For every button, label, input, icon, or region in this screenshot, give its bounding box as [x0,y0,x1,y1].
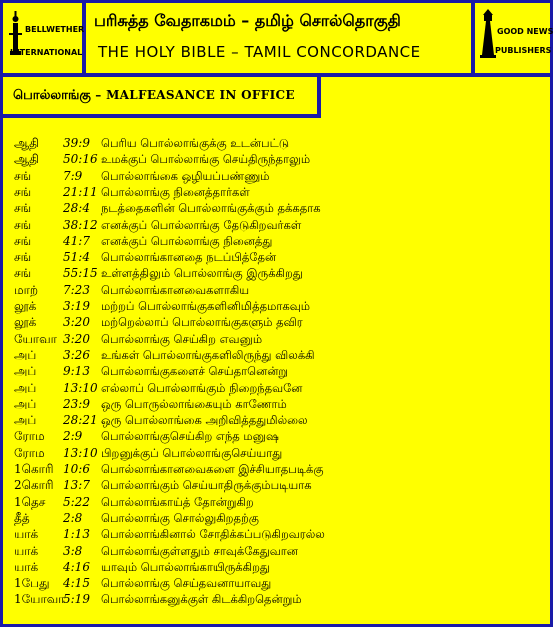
verse-text: பொல்லாங்கானவைகளாகிய [101,282,250,297]
verse-reference: 7:23 [63,282,90,297]
left-logo-box [3,3,86,77]
left-logo-line2: INTERNATIONAL [10,48,83,57]
verse-book: லூக் [14,299,37,313]
left-logo-line1: BELLWETHER [25,25,85,34]
title-english: THE HOLY BIBLE – TAMIL CONCORDANCE [98,43,421,61]
right-logo-box [475,3,553,77]
verse-book: யாக் [14,559,39,574]
lighthouse-icon [475,3,550,73]
verse-book: சங் [14,184,32,199]
verse-text: உள்ளத்திலும் பொல்லாங்கு இருக்கிறது [101,266,303,281]
verse-text: பெரிய பொல்லாங்குக்கு உடன்பட்டு [101,136,290,150]
verse-text: உங்கள் பொல்லாங்குகளிலிருந்து விலக்கி [101,347,315,362]
verse-text: பொல்லாங்கு நினைத்தார்கள் [101,184,250,199]
verse-text: பொல்லாங்கினால் சோதிக்கப்படுகிறவரல்ல [101,527,325,542]
verse-reference: 28:21 [63,413,98,428]
verse-book: 1பேது [14,576,50,591]
verse-book: சங் [14,233,32,248]
verse-book: ஆதி [14,152,40,167]
verse-book: ஆதி [14,136,40,150]
verse-text: நடத்தைகளின் பொல்லாங்குக்கும் தக்கதாக [101,201,321,216]
verse-book: சங் [14,217,32,232]
verse-reference: 50:16 [63,152,98,167]
right-logo-line1: GOOD NEWS [497,27,553,36]
verse-book: 1யோவா [14,592,65,607]
verse-text: பொல்லாங்குகளைச் செய்தானென்று [101,364,289,379]
verse-text: பொல்லாங்குள்ளதும் சாவுக்கேதுவான [101,543,298,558]
verse-reference: 2:8 [63,510,83,525]
verse-text: பொல்லாங்கனுக்குள் கிடக்கிறதென்றும் [101,592,302,607]
verse-reference: 13:10 [63,445,98,460]
verse-reference: 39:9 [63,136,90,150]
verse-book: 2கொரி [14,478,54,493]
verse-reference: 55:15 [63,266,98,281]
verse-book: லூக் [14,315,37,330]
verse-book: சங் [14,201,32,216]
verse-book: அப் [14,380,37,395]
verse-book: ரோம [14,445,45,460]
verse-reference: 41:7 [63,233,90,248]
verse-reference: 10:6 [63,462,90,476]
verse-text: எனக்குப் பொல்லாங்கு தேடுகிறவர்கள் [101,217,302,232]
good-news-logo [475,3,553,73]
right-logo-line2: PUBLISHERS [495,46,552,55]
verse-reference: 5:19 [63,592,90,607]
verse-book: 1கொரி [14,462,54,476]
subtitle-tamil: பொல்லாங்கு [13,88,91,103]
verse-reference: 5:22 [63,494,90,509]
verse-book: யாக் [14,543,39,558]
verse-book: சங் [14,266,32,281]
subtitle [13,88,295,104]
verse-reference: 4:15 [63,576,90,591]
verse-reference: 3:20 [63,331,90,346]
verse-text: பொல்லாங்கானவைகளை இச்சியாதபடிக்கு [101,462,324,476]
verse-reference: 3:8 [63,543,83,558]
verse-book: அப் [14,347,37,362]
verse-reference: 21:11 [63,184,98,199]
verse-reference: 4:16 [63,559,90,574]
verse-text: எனக்குப் பொல்லாங்கு நினைத்து [101,233,273,248]
verse-reference: 51:4 [63,250,90,265]
verse-reference: 13:10 [63,380,98,395]
verse-book: தீத் [14,510,30,525]
verse-book: அப் [14,413,37,428]
verse-text: யாவும் பொல்லாங்காயிருக்கிறது [101,559,270,574]
verse-text: மற்றப் பொல்லாங்குகளினிமித்தமாகவும் [101,299,310,313]
subtitle-english: – MALFEASANCE IN OFFICE [90,88,295,102]
verse-text: மற்றெல்லாப் பொல்லாங்குகளும் தவிர [101,315,303,330]
verse-reference: 23:9 [63,396,90,411]
verse-reference: 3:26 [63,347,90,362]
verse-reference: 3:19 [63,299,90,313]
verse-text: உமக்குப் பொல்லாங்கு செய்திருந்தாலும் [101,152,311,167]
verse-reference: 9:13 [63,364,90,379]
subtitle-box [3,77,321,118]
verse-book: ரோம [14,429,45,444]
verse-book: சங் [14,250,32,265]
verse-book: மாற் [14,282,39,297]
verse-book: யோவா [14,331,57,346]
verse-text: பொல்லாங்கானதை நடப்பித்தேன் [101,250,277,265]
verse-reference: 3:20 [63,315,90,330]
bellwether-logo [3,3,85,73]
verse-text: பிறனுக்குப் பொல்லாங்குசெய்யாது [101,445,283,460]
verse-book: அப் [14,364,37,379]
verse-reference: 7:9 [63,168,83,183]
verse-text: பொல்லாங்கு செய்கிற எவனும் [101,331,263,346]
title-box [86,3,475,77]
page-header [0,0,553,80]
verse-book: 1தெச [14,494,46,509]
verse-book: சங் [14,168,32,183]
verse-reference: 38:12 [63,217,98,232]
verse-text: ஒரு பொல்லாங்கை அறிவித்ததுமில்லை [101,413,308,428]
verse-book: யாக் [14,527,39,542]
verse-reference: 13:7 [63,478,90,493]
verse-reference: 28:4 [63,201,90,216]
title-tamil: பரிசுத்த வேதாகமம் – தமிழ் சொல்தொகுதி [94,11,401,30]
verse-text: ஒரு பொருல்லாங்கையும் காணோம் [101,396,287,411]
verse-text: பொல்லாங்கை ஒழியப்பண்ணும் [101,168,270,183]
verse-text: எல்லாப் பொல்லாங்கும் நிறைந்தவனே [101,380,303,395]
verse-book: அப் [14,396,37,411]
verse-text: பொல்லாங்குசெய்கிற எந்த மனுஷ [101,429,279,444]
verse-reference: 2:9 [63,429,83,444]
verse-text: பொல்லாங்கு செய்தவனாயாவது [101,576,272,591]
verse-text: பொல்லாங்கும் செய்யாதிருக்கும்படியாக [101,478,312,493]
bellwether-emblem-icon [3,3,85,73]
verse-text: பொல்லாங்கு சொல்லுகிறதற்கு [101,510,259,525]
verse-reference: 1:13 [63,527,90,542]
verse-text: பொல்லாங்காய்த் தோன்றுகிற [101,494,254,509]
